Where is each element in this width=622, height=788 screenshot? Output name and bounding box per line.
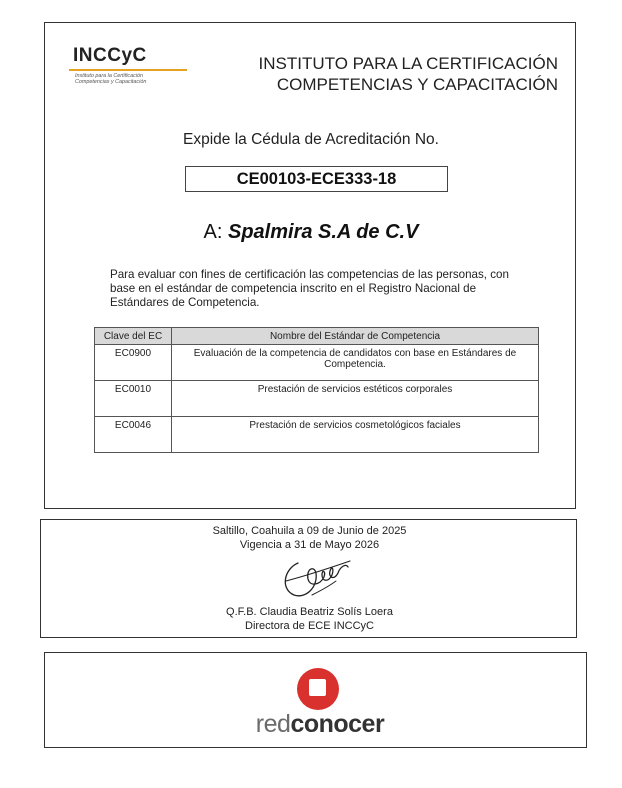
signer-role: Directora de ECE INCCyC bbox=[245, 620, 374, 632]
wordmark-red: red bbox=[255, 710, 291, 738]
description-paragraph: Para evaluar con fines de certificación las competencias de las personas, con base en el estándar de competencia inscrito en el Registro Nacional de Estándares de Competencia. bbox=[110, 268, 509, 309]
row-nombre: Evaluación de la competencia de candidatos con base en Estándares de Competencia. bbox=[172, 345, 539, 381]
accreditation-code: CE00103-ECE333-18 bbox=[185, 166, 448, 192]
inccyc-logo bbox=[69, 45, 189, 85]
row-clave: EC0010 bbox=[95, 381, 172, 417]
header-clave: Clave del EC bbox=[95, 328, 172, 345]
red-conocer-logo bbox=[245, 668, 395, 738]
institute-title-line-2: COMPETENCIAS Y CAPACITACIÓN bbox=[276, 75, 558, 94]
certificate-panel bbox=[44, 22, 576, 509]
recipient-prefix: A: bbox=[203, 221, 228, 243]
standards-table bbox=[94, 327, 539, 453]
table-row bbox=[95, 381, 539, 417]
red-conocer-wordmark bbox=[245, 710, 395, 739]
red-conocer-square-icon bbox=[309, 679, 326, 696]
footer-panel bbox=[44, 652, 587, 748]
row-nombre: Prestación de servicios estéticos corporales bbox=[172, 381, 539, 417]
row-clave: EC0900 bbox=[95, 345, 172, 381]
recipient-name: Spalmira S.A de C.V bbox=[228, 221, 419, 243]
expide-text: Expide la Cédula de Acreditación No. bbox=[183, 131, 439, 148]
table-row bbox=[95, 417, 539, 453]
institute-title bbox=[213, 53, 558, 95]
logo-name: INCCyC bbox=[73, 45, 147, 66]
red-conocer-circle-icon bbox=[297, 668, 339, 710]
logo-subtitle-2: Competencias y Capacitación bbox=[75, 79, 147, 85]
institute-title-line-1: INSTITUTO PARA LA CERTIFICACIÓN bbox=[258, 54, 558, 73]
row-clave: EC0046 bbox=[95, 417, 172, 453]
handwritten-signature-icon bbox=[276, 551, 356, 601]
table-header-row bbox=[95, 328, 539, 345]
wordmark-conocer: conocer bbox=[290, 710, 385, 738]
recipient bbox=[45, 221, 577, 244]
row-nombre: Prestación de servicios cosmetológicos faciales bbox=[172, 417, 539, 453]
table-row bbox=[95, 345, 539, 381]
signature-panel bbox=[40, 519, 577, 638]
logo-subtitle-1: Instituto para la Certificación bbox=[75, 73, 144, 79]
logo-accent-line bbox=[69, 69, 187, 71]
header-nombre: Nombre del Estándar de Competencia bbox=[172, 328, 539, 345]
validity-date: Vigencia a 31 de Mayo 2026 bbox=[239, 539, 380, 551]
signer-name: Q.F.B. Claudia Beatriz Solís Loera bbox=[226, 606, 393, 618]
place-date: Saltillo, Coahuila a 09 de Junio de 2025 bbox=[212, 525, 407, 537]
